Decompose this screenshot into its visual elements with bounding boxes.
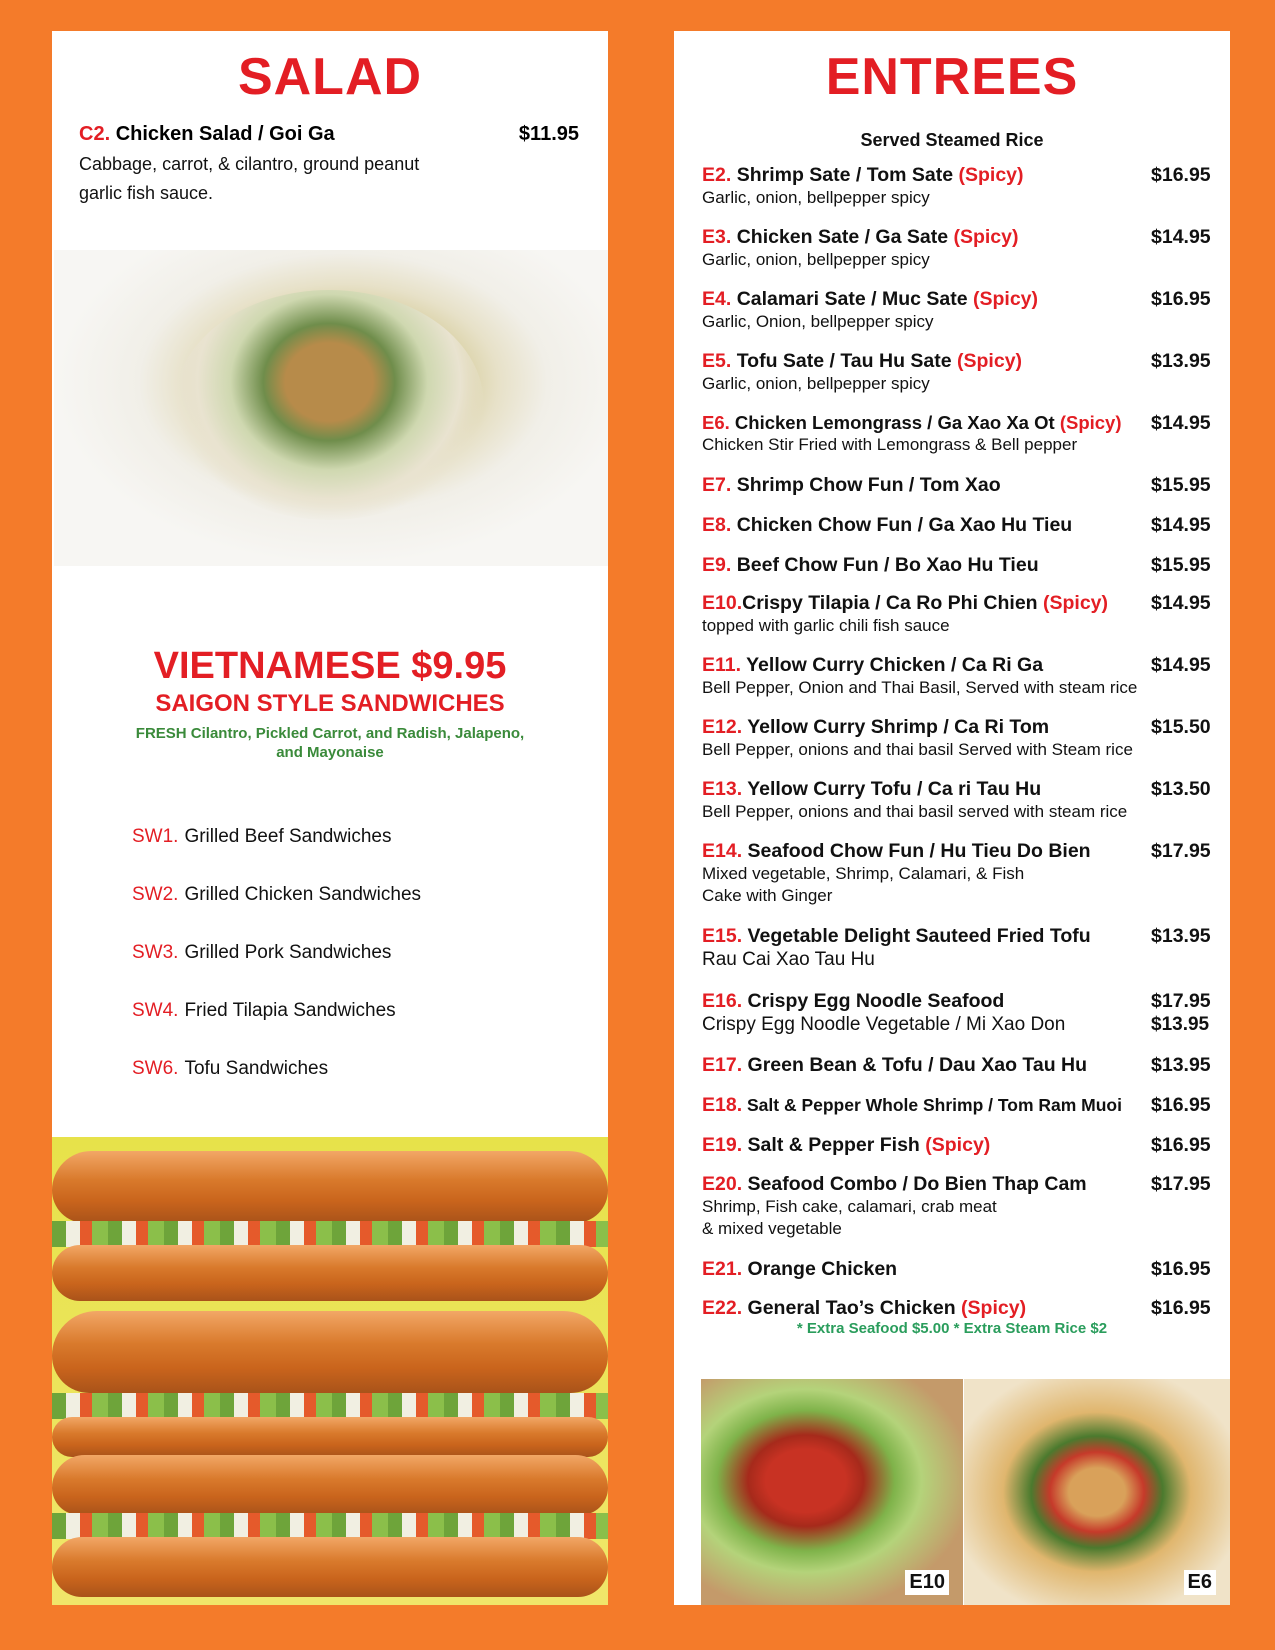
item-name: Yellow Curry Shrimp / Ca Ri Tom (747, 716, 1050, 738)
item-code: E9. (702, 554, 732, 576)
list-item (702, 654, 1214, 716)
sandwich-heading: VIETNAMESE $9.95 (153, 645, 507, 687)
item-description: & mixed vegetable (702, 1219, 842, 1238)
list-item (702, 1094, 1214, 1134)
item-name: Yellow Curry Chicken / Ca Ri Ga (746, 654, 1044, 676)
list-item (702, 474, 1214, 514)
item-code: E14. (702, 840, 743, 862)
spicy-tag: (Spicy) (958, 164, 1024, 186)
item-name: Shrimp Chow Fun / Tom Xao (736, 474, 1001, 496)
list-item (702, 288, 1214, 350)
item-price: $13.95 (1151, 1014, 1210, 1035)
item-price: $14.95 (1151, 412, 1211, 434)
salad-heading: SALAD (237, 48, 423, 106)
item-name: Vegetable Delight Sauteed Fried Tofu (747, 925, 1091, 947)
list-item (702, 514, 1214, 554)
extras-note: * Extra Seafood $5.00 * Extra Steam Rice $2 (796, 1320, 1108, 1337)
item-name: Salt & Pepper Whole Shrimp / Tom Ram Muoi (747, 1095, 1122, 1115)
item-code: E16. (702, 990, 743, 1012)
item-code: E17. (702, 1054, 743, 1076)
salad-item-c2 (79, 123, 579, 208)
list-item (132, 942, 421, 1000)
list-item (702, 1173, 1214, 1258)
item-description: Garlic, onion, bellpepper spicy (702, 250, 930, 269)
item-code: SW3. (132, 942, 179, 963)
item-price: $13.95 (1151, 350, 1211, 372)
item-price: $13.95 (1151, 1054, 1211, 1076)
item-name: Green Bean & Tofu / Dau Xao Tau Hu (747, 1054, 1088, 1076)
sandwich-photo (52, 1137, 608, 1605)
item-description: Shrimp, Fish cake, calamari, crab meat (702, 1197, 997, 1216)
item-description: Garlic, onion, bellpepper spicy (702, 188, 930, 207)
item-code: E13. (702, 778, 743, 800)
item-code: E18. (702, 1094, 743, 1116)
list-item (702, 1054, 1214, 1094)
left-panel (52, 31, 608, 1605)
item-price: $16.95 (1151, 1134, 1211, 1156)
item-price: $17.95 (1151, 1173, 1211, 1195)
item-code: E21. (702, 1258, 743, 1280)
item-name: Beef Chow Fun / Bo Xao Hu Tieu (736, 554, 1039, 576)
entrees-heading: ENTREES (825, 48, 1079, 106)
item-name: General Tao’s Chicken (747, 1297, 956, 1319)
item-name: Chicken Sate / Ga Sate (736, 226, 949, 248)
list-item (702, 592, 1214, 654)
item-price: $11.95 (518, 123, 579, 145)
item-name: Fried Tilapia Sandwiches (184, 1000, 396, 1021)
item-price: $13.50 (1151, 778, 1211, 800)
item-code: E20. (702, 1173, 743, 1195)
item-description: Bell Pepper, onions and thai basil served with steam rice (702, 802, 1128, 821)
item-code: SW1. (132, 826, 179, 847)
item-code: C2. (79, 123, 111, 145)
item-name: Grilled Beef Sandwiches (184, 826, 392, 847)
sandwich-list (132, 826, 421, 1116)
list-item (132, 826, 421, 884)
item-description: Chicken Stir Fried with Lemongrass & Bell pepper (702, 435, 1078, 454)
item-code: E5. (702, 350, 732, 372)
list-item (702, 716, 1214, 778)
item-description: topped with garlic chili fish sauce (702, 616, 950, 635)
item-description: Cake with Ginger (702, 886, 833, 905)
item-code: E15. (702, 925, 743, 947)
list-item (702, 990, 1214, 1054)
list-item (132, 884, 421, 942)
item-code: E4. (702, 288, 732, 310)
item-price: $16.95 (1151, 1297, 1211, 1319)
item-code: E6. (702, 412, 730, 433)
item-name: Seafood Combo / Do Bien Thap Cam (747, 1173, 1087, 1195)
item-name: Tofu Sate / Tau Hu Sate (736, 350, 952, 372)
item-code: SW2. (132, 884, 179, 905)
list-item (702, 778, 1214, 840)
item-price: $15.50 (1151, 716, 1211, 738)
item-name: Grilled Pork Sandwiches (184, 942, 392, 963)
item-price: $17.95 (1151, 840, 1211, 862)
item-price: $16.95 (1151, 288, 1211, 310)
item-price: $15.95 (1151, 554, 1211, 576)
list-item (132, 1058, 421, 1116)
photo-label: E6 (1184, 1570, 1216, 1595)
item-code: E7. (702, 474, 732, 496)
item-description: Bell Pepper, Onion and Thai Basil, Served with steam rice (702, 678, 1138, 697)
item-price: $13.95 (1151, 925, 1211, 947)
list-item (702, 840, 1214, 925)
item-name: Yellow Curry Tofu / Ca ri Tau Hu (747, 778, 1042, 800)
item-name: Tofu Sandwiches (184, 1058, 329, 1079)
sandwich-subheading: SAIGON STYLE SANDWICHES (155, 690, 505, 717)
item-code: E3. (702, 226, 732, 248)
item-price: $16.95 (1151, 164, 1211, 186)
item-subname: Crispy Egg Noodle Vegetable / Mi Xao Don (702, 1014, 1066, 1035)
item-description: Garlic, Onion, bellpepper spicy (702, 312, 934, 331)
item-code: SW6. (132, 1058, 179, 1079)
item-price: $17.95 (1151, 990, 1211, 1012)
item-price: $14.95 (1151, 514, 1211, 536)
item-price: $14.95 (1151, 226, 1211, 248)
item-name: Chicken Chow Fun / Ga Xao Hu Tieu (736, 514, 1073, 536)
list-item (702, 164, 1214, 226)
item-price: $15.95 (1151, 474, 1211, 496)
item-name: Shrimp Sate / Tom Sate (736, 164, 954, 186)
e6-photo (964, 1379, 1230, 1605)
spicy-tag: (Spicy) (1059, 412, 1122, 433)
list-item (702, 1258, 1214, 1297)
item-name: Orange Chicken (747, 1258, 898, 1280)
spicy-tag: (Spicy) (953, 226, 1019, 248)
entrees-list (702, 164, 1214, 1336)
item-description: Garlic, onion, bellpepper spicy (702, 374, 930, 393)
item-name: Calamari Sate / Muc Sate (736, 288, 968, 310)
spicy-tag: (Spicy) (925, 1134, 991, 1156)
spicy-tag: (Spicy) (1043, 592, 1109, 614)
list-item (702, 350, 1214, 412)
spicy-tag: (Spicy) (957, 350, 1023, 372)
item-code: E8. (702, 514, 732, 536)
entrees-subheading: Served Steamed Rice (860, 130, 1044, 150)
list-item (702, 226, 1214, 288)
item-code: E12. (702, 716, 743, 738)
item-price: $14.95 (1151, 654, 1211, 676)
item-name: Salt & Pepper Fish (747, 1134, 920, 1156)
spicy-tag: (Spicy) (961, 1297, 1027, 1319)
item-code: E22. (702, 1297, 743, 1319)
list-item (702, 412, 1214, 474)
item-name: Chicken Lemongrass / Ga Xao Xa Ot (734, 412, 1055, 433)
item-name: Seafood Chow Fun / Hu Tieu Do Bien (747, 840, 1091, 862)
item-price: $14.95 (1151, 592, 1211, 614)
item-price: $16.95 (1151, 1094, 1211, 1116)
item-name: Crispy Tilapia / Ca Ro Phi Chien (742, 592, 1038, 614)
item-code: E11. (702, 654, 742, 676)
photo-label: E10 (905, 1570, 949, 1595)
list-item (702, 554, 1214, 592)
item-subname: Rau Cai Xao Tau Hu (702, 949, 875, 970)
item-description: Cabbage, carrot, & cilantro, ground peanut garlic fish sauce. (79, 154, 420, 203)
item-description: Bell Pepper, onions and thai basil Served with Steam rice (702, 740, 1133, 759)
item-name: Crispy Egg Noodle Seafood (747, 990, 1005, 1012)
e10-photo (701, 1379, 963, 1605)
list-item (702, 925, 1214, 990)
sandwich-note: FRESH Cilantro, Pickled Carrot, and Radish, Jalapeno, and Mayonaise (135, 725, 525, 761)
item-description: Mixed vegetable, Shrimp, Calamari, & Fish (702, 864, 1025, 883)
salad-photo (54, 250, 608, 566)
item-price: $16.95 (1151, 1258, 1211, 1280)
right-panel (674, 31, 1230, 1605)
item-name: Chicken Salad / Goi Ga (115, 123, 335, 145)
item-code: E10. (702, 592, 743, 614)
list-item (702, 1134, 1214, 1173)
item-code: E2. (702, 164, 732, 186)
list-item (132, 1000, 421, 1058)
item-code: E19. (702, 1134, 743, 1156)
spicy-tag: (Spicy) (972, 288, 1038, 310)
item-code: SW4. (132, 1000, 179, 1021)
item-name: Grilled Chicken Sandwiches (184, 884, 422, 905)
